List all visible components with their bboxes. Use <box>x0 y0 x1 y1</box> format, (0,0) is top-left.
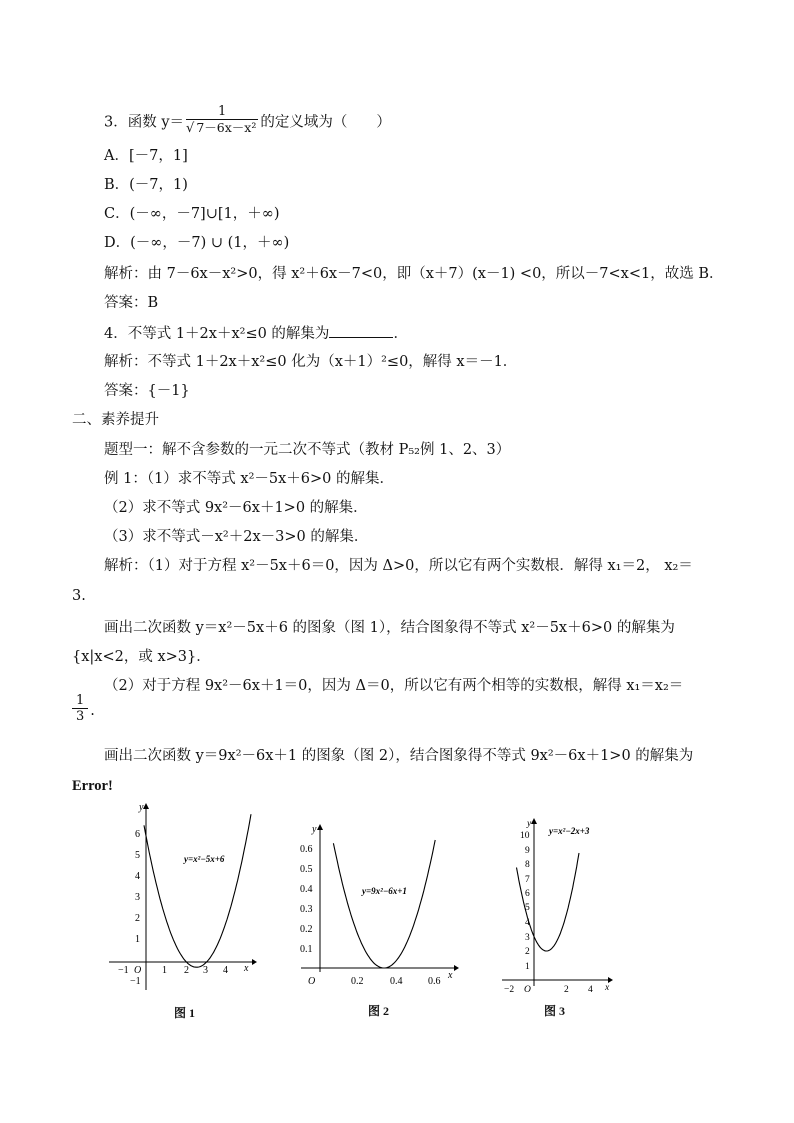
fig1-ytick: 3 <box>135 892 140 903</box>
sol2-numerator: 1 <box>72 693 88 709</box>
solution1-line3: 画出二次函数 y＝x²－5x＋6 的图象（图 1），结合图象得不等式 x²－5x＋6>0 的解集为 <box>104 620 675 636</box>
fig1-y-label: y <box>139 802 144 813</box>
fig2-xtick: 0.4 <box>390 976 403 987</box>
q4-suffix: ． <box>393 326 408 342</box>
fig2-ytick: 0.5 <box>300 864 313 875</box>
fig2-ytick: 0.3 <box>300 904 313 915</box>
fig2-x-label: x <box>448 970 453 981</box>
fig1-ytick: 5 <box>135 850 140 861</box>
q3-numerator: 1 <box>186 104 258 120</box>
fig3-ytick: 9 <box>525 846 530 856</box>
fig1-xtick: 4 <box>223 965 228 976</box>
figure-2-caption: 图 2 <box>368 1004 390 1018</box>
q3-fraction: $\frac{1}{\text{√ 7－6x－x²}}$ <box>186 104 257 136</box>
solution2-line3: 画出二次函数 y＝9x²－6x＋1 的图象（图 2），结合图象得不等式 9x²－6x＋1>0 的解集为 <box>104 748 694 764</box>
q3-option-a: A．[－7，1] <box>104 148 188 164</box>
fig3-ytick: 3 <box>525 933 530 943</box>
fig1-ytick: 6 <box>135 829 140 840</box>
figure-2-graph <box>296 822 466 987</box>
fig3-ytick: 4 <box>525 918 530 928</box>
q3-option-b: B．(－7，1) <box>104 177 188 193</box>
example1-part2: （2）求不等式 9x²－6x＋1>0 的解集． <box>104 500 368 516</box>
figure-1-caption: 图 1 <box>174 1006 196 1020</box>
figure-1-graph <box>104 800 259 1000</box>
question-4 <box>104 323 408 344</box>
q3-answer: 答案：B <box>104 295 159 311</box>
q4-prefix: 4．不等式 1＋2x＋x²≤0 的解集为 <box>104 326 330 342</box>
solution2-fraction: $\frac{1}{3}$ . <box>70 695 95 727</box>
solution1-line1: 解析：（1）对于方程 x²－5x＋6＝0，因为 Δ>0，所以它有两个实数根．解得 x₁＝2， x₂＝ <box>104 558 693 574</box>
example1-part3: （3）求不等式－x²＋2x－3>0 的解集． <box>104 529 369 545</box>
fig3-xtick: 2 <box>564 985 569 995</box>
fig2-xtick: 0.6 <box>428 976 441 987</box>
question-3 <box>104 106 391 139</box>
fig3-ytick: 6 <box>525 889 530 899</box>
q3-prefix: 3．函数 y＝ <box>104 114 185 131</box>
fig2-ytick: 0.2 <box>300 924 313 935</box>
fig3-xtick: −2 <box>504 985 515 995</box>
q3-suffix: 的定义域为（ ） <box>260 114 391 131</box>
sol2-denominator: 3 <box>76 709 85 724</box>
type1-title: 题型一：解不含参数的一元二次不等式（教材 P₅₂例 1、2、3） <box>104 442 511 458</box>
fig1-xtick: −1 <box>118 965 129 976</box>
q4-answer-blank <box>329 323 393 338</box>
q3-analysis: 解析：由 7－6x－x²>0，得 x²＋6x－7<0，即（x＋7）(x－1) <0，所以－7<x<1，故选 B． <box>104 266 724 282</box>
fig2-ytick: 0.1 <box>300 944 313 955</box>
fig3-ytick: 10 <box>520 831 530 841</box>
fig1-origin: O <box>134 965 142 976</box>
solution1-line4: {x|x<2，或 x>3}． <box>72 649 211 665</box>
fig2-y-label: y <box>312 824 317 835</box>
fig2-parabola <box>333 840 435 968</box>
fig1-ytick: 1 <box>135 934 140 945</box>
fig3-x-label: x <box>605 983 610 993</box>
q3-option-d: D．(－∞，－7) ∪ (1，＋∞) <box>104 235 290 251</box>
fig1-ytick: −1 <box>130 976 141 987</box>
fig3-xtick: 4 <box>588 985 593 995</box>
q3-denominator: 7－6x－x² <box>196 120 257 135</box>
fig3-ytick: 2 <box>525 947 530 957</box>
fig1-ytick: 4 <box>135 871 140 882</box>
fig3-ytick: 7 <box>525 875 530 885</box>
fig3-ytick: 5 <box>525 903 530 913</box>
fig1-curve-label: y=x²−5x+6 <box>184 854 225 864</box>
fig2-ytick: 0.4 <box>300 884 313 895</box>
fig2-ytick: 0.6 <box>300 844 313 855</box>
q3-option-c: C．(－∞，－7]∪[1，＋∞) <box>104 206 280 222</box>
fig1-xtick: 2 <box>184 965 189 976</box>
fig3-curve-label: y=x²−2x+3 <box>549 826 590 836</box>
fig1-ytick: 2 <box>135 913 140 924</box>
q4-answer: 答案：{－1} <box>104 383 190 399</box>
fig3-y-label: y <box>527 819 532 829</box>
figure-3-graph <box>494 816 619 996</box>
q4-analysis: 解析：不等式 1＋2x＋x²≤0 化为（x＋1）²≤0，解得 x＝－1． <box>104 354 518 370</box>
fig2-origin: O <box>308 976 316 987</box>
solution1-line2: 3. <box>72 588 86 604</box>
fig1-xtick: 1 <box>162 965 167 976</box>
fig3-origin: O <box>524 985 531 995</box>
fig1-x-label: x <box>244 963 249 974</box>
solution2-line1: （2）对于方程 9x²－6x＋1＝0，因为 Δ＝0，所以它有两个相等的实数根，解得 x₁＝x₂＝ <box>104 678 684 694</box>
error-text: Error! <box>72 778 113 794</box>
fig2-curve-label: y=9x²−6x+1 <box>362 886 407 896</box>
fig3-ytick: 8 <box>525 860 530 870</box>
figure-3-caption: 图 3 <box>544 1004 566 1018</box>
fig2-xtick: 0.2 <box>351 976 364 987</box>
fig1-xtick: 3 <box>203 965 208 976</box>
fig1-parabola <box>144 814 251 967</box>
fig3-ytick: 1 <box>525 962 530 972</box>
section-title: 二、素养提升 <box>72 412 159 428</box>
example1-part1: 例 1：（1）求不等式 x²－5x＋6>0 的解集． <box>104 471 395 487</box>
